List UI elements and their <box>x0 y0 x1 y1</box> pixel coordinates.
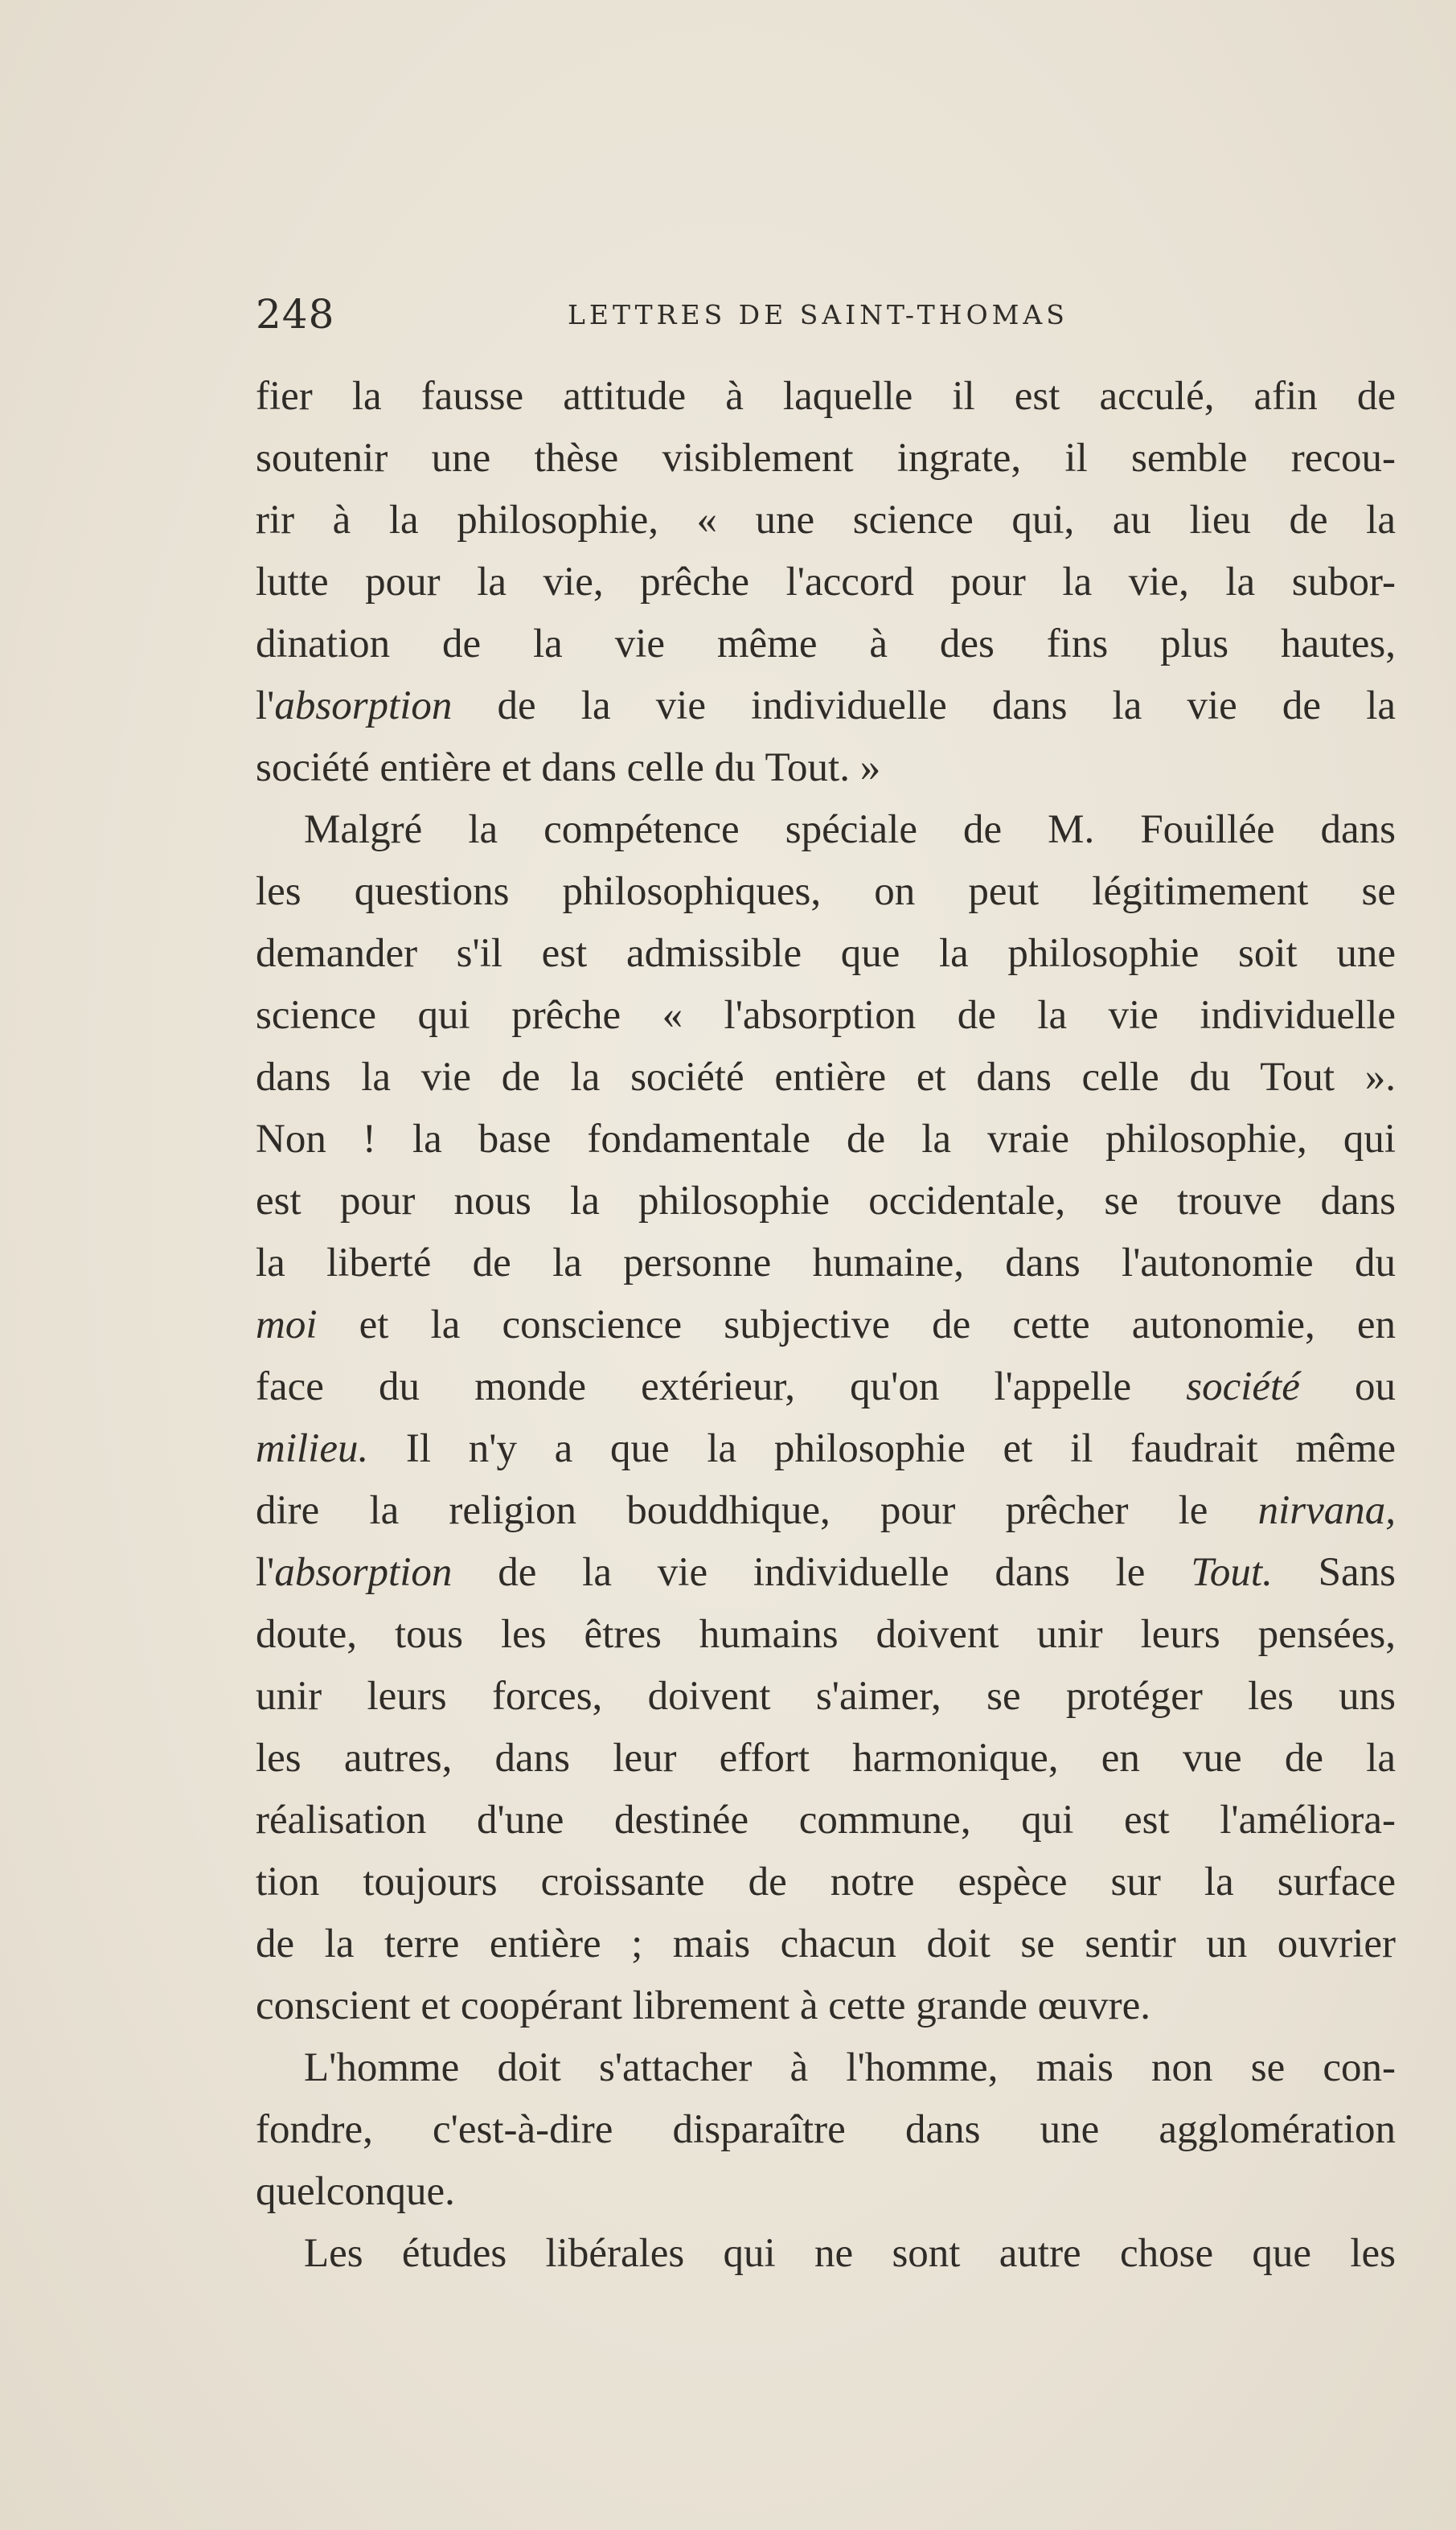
text-line: lutte pour la vie, prêche l'accord pour la vie, la subor- <box>256 560 1396 605</box>
body-text <box>256 366 1396 2285</box>
italic-term: absorption <box>274 1550 453 1595</box>
text-line: l'absorption de la vie individuelle dans le Tout. Sans <box>256 1550 1396 1595</box>
italic-term: moi <box>256 1302 318 1347</box>
text-line: fondre, c'est-à-dire disparaître dans une agglomération <box>256 2107 1396 2152</box>
text-line: dire la religion bouddhique, pour prêcher le nirvana, <box>256 1488 1396 1533</box>
text-line: dination de la vie même à des fins plus hautes, <box>256 621 1396 666</box>
italic-term: nirvana, <box>1257 1488 1396 1533</box>
italic-term: Tout. <box>1191 1550 1273 1595</box>
paragraph-start-line: L'homme doit s'attacher à l'homme, mais non se con- <box>304 2045 1396 2090</box>
text-line: fier la fausse attitude à laquelle il est acculé, afin de <box>256 374 1396 419</box>
italic-term: milieu. <box>256 1426 369 1471</box>
text-line: tion toujours croissante de notre espèce sur la surface <box>256 1860 1396 1905</box>
page-header <box>256 286 1397 342</box>
text-line: quelconque. <box>256 2169 455 2214</box>
text-line: doute, tous les êtres humains doivent unir leurs pensées, <box>256 1612 1396 1657</box>
text-line: Non ! la base fondamentale de la vraie philosophie, qui <box>256 1117 1396 1162</box>
text-line: l'absorption de la vie individuelle dans la vie de la <box>256 683 1396 728</box>
text-line: les autres, dans leur effort harmonique, en vue de la <box>256 1736 1396 1781</box>
italic-term: société <box>1186 1364 1300 1409</box>
page-number: 248 <box>256 291 335 338</box>
text-line: demander s'il est admissible que la philosophie soit une <box>256 931 1396 976</box>
text-line: milieu. Il n'y a que la philosophie et il faudrait même <box>256 1426 1396 1471</box>
paragraph-start-line: Les études libérales qui ne sont autre chose que les <box>304 2231 1396 2276</box>
text-line: unir leurs forces, doivent s'aimer, se protéger les uns <box>256 1674 1396 1719</box>
text-line: conscient et coopérant librement à cette grande œuvre. <box>256 1983 1150 2028</box>
text-line: société entière et dans celle du Tout. » <box>256 745 881 790</box>
text-line: la liberté de la personne humaine, dans l'autonomie du <box>256 1240 1396 1286</box>
text-line: soutenir une thèse visiblement ingrate, il semble recou- <box>256 436 1396 481</box>
text-line: moi et la conscience subjective de cette autonomie, en <box>256 1302 1396 1347</box>
running-head: LETTRES DE SAINT-THOMAS <box>568 299 1068 330</box>
text-line: rir à la philosophie, « une science qui, au lieu de la <box>256 498 1396 543</box>
italic-term: absorption <box>274 683 453 728</box>
text-line: de la terre entière ; mais chacun doit se sentir un ouvrier <box>256 1921 1396 1966</box>
text-line: science qui prêche « l'absorption de la vie individuelle <box>256 993 1396 1038</box>
text-line: dans la vie de la société entière et dans celle du Tout ». <box>256 1055 1396 1100</box>
text-line: réalisation d'une destinée commune, qui est l'améliora- <box>256 1798 1396 1843</box>
text-line: les questions philosophiques, on peut légitimement se <box>256 869 1396 914</box>
text-line: est pour nous la philosophie occidentale, se trouve dans <box>256 1179 1396 1224</box>
text-line: face du monde extérieur, qu'on l'appelle société ou <box>256 1364 1396 1409</box>
paragraph-start-line: Malgré la compétence spéciale de M. Fouillée dans <box>304 807 1396 852</box>
